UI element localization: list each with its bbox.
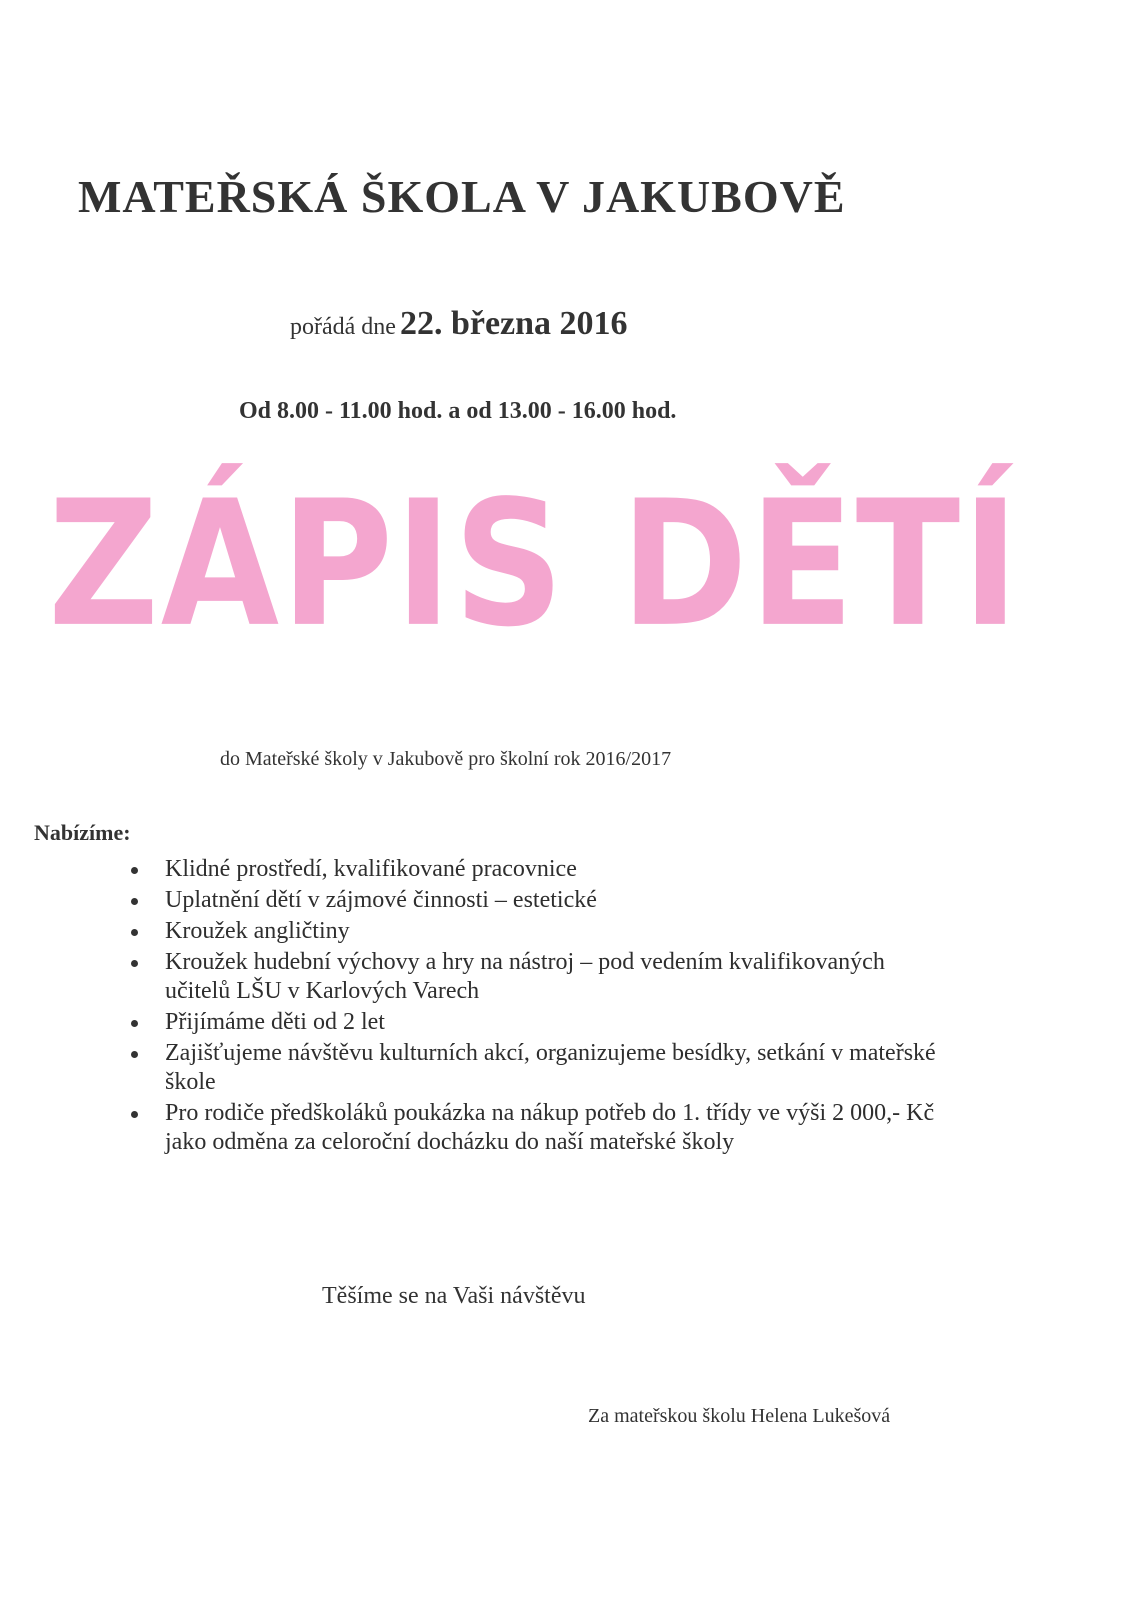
school-name-title: MATEŘSKÁ ŠKOLA V JAKUBOVĚ — [78, 171, 846, 222]
bullet-icon — [131, 1051, 138, 1058]
list-item-text: Přijímáme děti od 2 let — [165, 1009, 385, 1035]
list-item — [125, 1039, 955, 1097]
bullet-icon — [131, 898, 138, 905]
list-item-text: Kroužek angličtiny — [165, 918, 350, 944]
offer-heading: Nabízíme: — [34, 820, 131, 845]
signature-line: Za mateřskou školu Helena Lukešová — [588, 1405, 891, 1427]
closing-line: Těšíme se na Vaši návštěvu — [322, 1283, 586, 1309]
date-value: 22. března 2016 — [399, 305, 628, 342]
bullet-icon — [131, 867, 138, 874]
list-item-text: Pro rodiče předškoláků poukázka na nákup potřeb do 1. třídy ve výši 2 000,- Kč jako odměna za celoroční docházku do naší mateřské školy — [165, 1100, 935, 1155]
enrollment-headline: ZÁPIS DĚTÍ — [48, 463, 1021, 666]
list-item — [125, 917, 955, 946]
list-item — [125, 948, 955, 1006]
list-item-text: Kroužek hudební výchovy a hry na nástroj – pod vedením kvalifikovaných učitelů LŠU v Karlových Varech — [165, 949, 885, 1004]
list-item-text: Uplatnění dětí v zájmové činnosti – estetické — [165, 887, 597, 913]
bullet-icon — [131, 960, 138, 967]
enrollment-subline: do Mateřské školy v Jakubově pro školní rok 2016/2017 — [220, 748, 672, 770]
event-date-line — [290, 305, 628, 343]
date-prefix: pořádá dne — [290, 314, 396, 340]
offer-list — [125, 855, 955, 1159]
list-item-text: Zajišťujeme návštěvu kulturních akcí, organizujeme besídky, setkání v mateřské škole — [165, 1040, 936, 1095]
list-item — [125, 1008, 955, 1037]
list-item-text: Klidné prostředí, kvalifikované pracovnice — [165, 856, 577, 882]
list-item — [125, 855, 955, 884]
opening-hours: Od 8.00 - 11.00 hod. a od 13.00 - 16.00 hod. — [239, 398, 677, 424]
list-item — [125, 886, 955, 915]
bullet-icon — [131, 929, 138, 936]
bullet-icon — [131, 1020, 138, 1027]
bullet-icon — [131, 1111, 138, 1118]
list-item — [125, 1099, 955, 1157]
